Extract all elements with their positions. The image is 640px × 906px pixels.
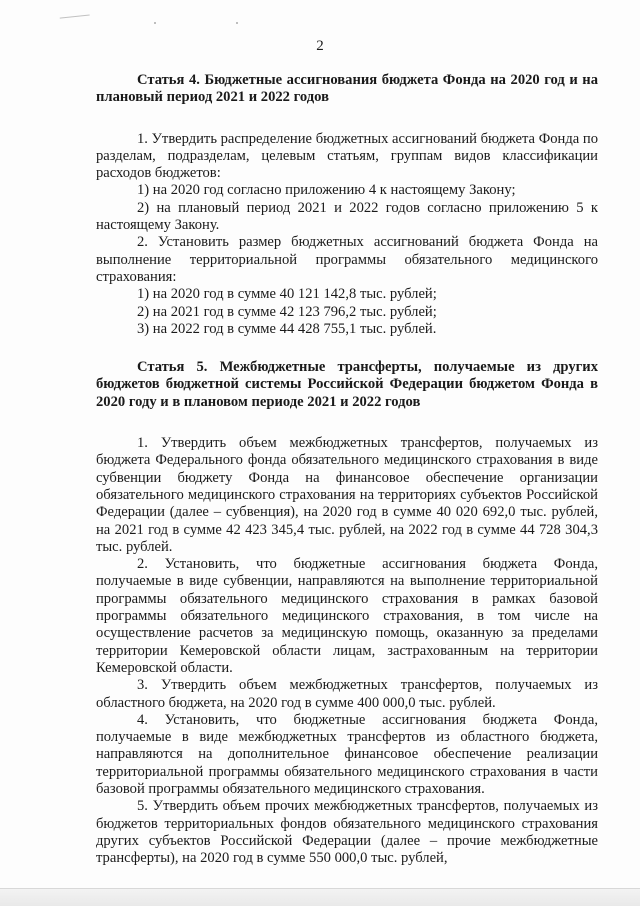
article-4-paragraph: 1) на 2020 год согласно приложению 4 к настоящему Закону; <box>137 182 516 199</box>
page-number: 2 <box>316 38 324 54</box>
article-5-paragraph: 1. Утвердить объем межбюджетных трансфертов, получаемых из бюджета Федерального фонда обязательного медицинского страхования в виде субвенции бюджету Фонда на финансовое обеспечение организации обязательного медицинского страхования на территориях субъектов Российской Федерации (далее – субвенция), на 2020 год в сумме 40 020 692,0 тыс. рублей, на 2021 год в сумме 42 423 345,4 тыс. рублей, на 2022 год в сумме 44 728 304,3 тыс. рублей. <box>96 435 598 555</box>
article-5-paragraph: 5. Утвердить объем прочих межбюджетных трансфертов, получаемых из бюджетов территориальных фондов обязательного медицинского страхования других субъектов Российской Федерации (далее – прочие межбюджетные трансферты), на 2020 год в сумме 550 000,0 тыс. рублей, <box>96 798 598 867</box>
article-5-paragraph: 2. Установить, что бюджетные ассигнования бюджета Фонда, получаемые в виде субвенции, направляются на выполнение территориальной программы обязательного медицинского страхования в рамках базовой программы обязательного медицинского страхования, в том числе на осуществление расчетов за медицинскую помощь, оказанную за пределами территории Кемеровской области лицам, застрахованным на территории Кемеровской области. <box>96 556 598 676</box>
article-4-paragraph: 2) на плановый период 2021 и 2022 годов согласно приложению 5 к настоящему Закону. <box>96 199 598 234</box>
article-5-paragraph: 3. Утвердить объем межбюджетных трансфертов, получаемых из областного бюджета, на 2020 год в сумме 400 000,0 тыс. рублей. <box>96 677 598 711</box>
document-body <box>96 72 598 867</box>
article-4-paragraph: 2. Установить размер бюджетных ассигнований бюджета Фонда на выполнение территориальной программы обязательного медицинского страхования: <box>96 234 598 285</box>
article-4-paragraph: 1. Утвердить распределение бюджетных ассигнований бюджета Фонда по разделам, подразделам, целевым статьям, группам видов классификации расходов бюджетов: <box>96 130 598 182</box>
scan-artifact-dot <box>236 22 238 24</box>
article-5-heading: Статья 5. Межбюджетные трансферты, получаемые из других бюджетов бюджетной системы Российской Федерации бюджетом Фонда в 2020 году и в плановом периоде 2021 и 2022 годов <box>96 359 598 410</box>
article-4-paragraph: 1) на 2020 год в сумме 40 121 142,8 тыс. рублей; <box>137 286 437 303</box>
article-5-paragraph: 4. Установить, что бюджетные ассигнования бюджета Фонда, получаемые в виде межбюджетных трансфертов из областного бюджета, направляются на дополнительное финансовое обеспечение реализации территориальной программы обязательного медицинского страхования в части базовой программы обязательного медицинского страхования. <box>96 711 598 797</box>
scan-artifact <box>60 14 91 24</box>
scan-bottom-edge <box>0 888 640 906</box>
article-4-heading: Статья 4. Бюджетные ассигнования бюджета Фонда на 2020 год и на плановый период 2021 и 2022 годов <box>96 72 598 106</box>
article-4-paragraph: 3) на 2022 год в сумме 44 428 755,1 тыс. рублей. <box>137 320 437 337</box>
scan-artifact-dot <box>154 22 156 24</box>
article-4-paragraph: 2) на 2021 год в сумме 42 123 796,2 тыс. рублей; <box>137 303 437 320</box>
